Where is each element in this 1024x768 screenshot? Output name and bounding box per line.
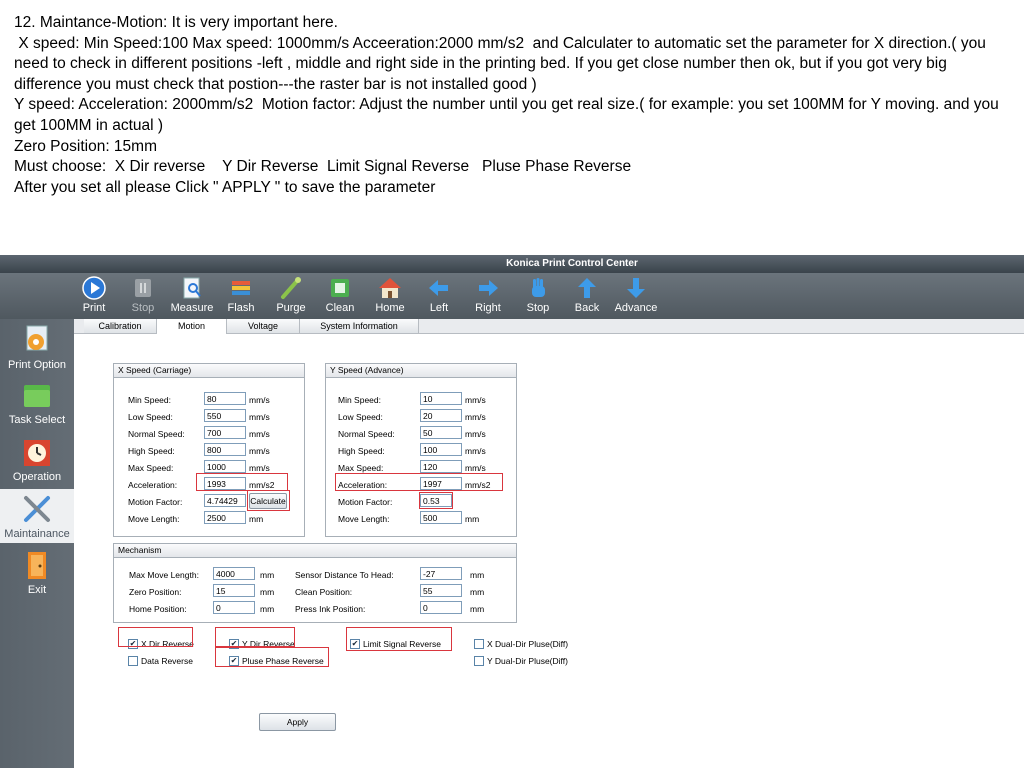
y-low-speed-label: Low Speed: — [338, 412, 383, 422]
y-high-speed-label: High Speed: — [338, 446, 385, 456]
x-high-speed-input[interactable]: 800 — [204, 443, 246, 456]
note-x-speed: X speed: Min Speed:100 Max speed: 1000mm/s Acceeration:2000 mm/s2 and Calculater to automatic set the parameter for X direction.( you need to check in different positions -left , middle and right side in the printing bed. If you get close number then ok, but if you got very big difference you must check that postion---the raster bar is not installed good ) — [14, 34, 991, 93]
home-position-label: Home Position: — [129, 604, 187, 614]
sidebar-item-exit[interactable] — [0, 549, 74, 601]
toolbar-left-button[interactable] — [415, 276, 463, 314]
window-title: Konica Print Control Center — [0, 255, 1024, 273]
y-normal-speed-unit: mm/s — [465, 429, 486, 439]
apply-button[interactable]: Apply — [259, 713, 336, 731]
checkbox-empty-icon — [474, 639, 484, 649]
x-min-speed-input[interactable]: 80 — [204, 392, 246, 405]
x-acceleration-input[interactable]: 1993 — [204, 477, 246, 490]
zero-position-unit: mm — [260, 587, 275, 597]
press-ink-position-unit: mm — [470, 604, 485, 614]
x-dir-reverse-highlight — [118, 627, 193, 647]
sensor-distance-unit: mm — [470, 570, 485, 580]
sidebar-item-label: Maintainance — [4, 528, 70, 540]
clean-icon — [328, 276, 352, 300]
checkbox-label: X Dual-Dir Pluse(Diff) — [487, 639, 569, 649]
toolbar-label: Print — [82, 302, 106, 314]
toolbar-right-button[interactable] — [464, 276, 512, 314]
y-low-speed-unit: mm/s — [465, 412, 486, 422]
toolbar-purge-button[interactable] — [267, 276, 315, 314]
y-high-speed-unit: mm/s — [465, 446, 486, 456]
clean-position-input[interactable]: 55 — [420, 584, 462, 597]
y-acceleration-highlight — [335, 473, 503, 491]
toolbar-stop-button[interactable] — [119, 276, 167, 314]
note-must-choose: Must choose: X Dir reverse Y Dir Reverse Limit Signal Reverse Pluse Phase Reverse — [14, 158, 632, 176]
app-window — [0, 255, 1024, 768]
checkmark-icon: ✔ — [230, 638, 238, 648]
y-min-speed-unit: mm/s — [465, 395, 486, 405]
x-normal-speed-input[interactable]: 700 — [204, 426, 246, 439]
measure-icon — [180, 276, 204, 300]
arrow-up-icon — [575, 276, 599, 300]
y-acceleration-unit: mm/s2 — [465, 480, 491, 490]
y-max-speed-input[interactable]: 120 — [420, 460, 462, 473]
toolbar-flash-button[interactable] — [217, 276, 265, 314]
note-heading: 12. Maintance-Motion: It is very important here. — [14, 14, 338, 31]
toolbar-label: Stop — [526, 302, 550, 314]
y-low-speed-input[interactable]: 20 — [420, 409, 462, 422]
y-move-length-label: Move Length: — [338, 514, 390, 524]
zero-position-input[interactable]: 15 — [213, 584, 255, 597]
x-move-length-unit: mm — [249, 514, 264, 524]
y-normal-speed-label: Normal Speed: — [338, 429, 395, 439]
y-min-speed-label: Min Speed: — [338, 395, 381, 405]
x-max-speed-input[interactable]: 1000 — [204, 460, 246, 473]
y-min-speed-input[interactable]: 10 — [420, 392, 462, 405]
toolbar — [0, 273, 1024, 319]
y-dual-dir-pluse-checkbox[interactable] — [474, 656, 568, 667]
exit-door-icon — [21, 549, 53, 581]
x-low-speed-label: Low Speed: — [128, 412, 173, 422]
toolbar-advance-button[interactable] — [612, 276, 660, 314]
y-max-speed-unit: mm/s — [465, 463, 486, 473]
press-ink-position-label: Press Ink Position: — [295, 604, 366, 614]
home-icon — [378, 276, 402, 300]
max-move-length-unit: mm — [260, 570, 275, 580]
sidebar-item-operation[interactable] — [0, 436, 74, 488]
flash-icon — [229, 276, 253, 300]
sidebar-item-label: Print Option — [7, 359, 67, 371]
sidebar-item-label: Exit — [27, 584, 47, 596]
sidebar-item-label: Operation — [12, 471, 62, 483]
x-max-speed-label: Max Speed: — [128, 463, 174, 473]
calculate-button[interactable]: Calculate — [249, 493, 287, 509]
data-reverse-checkbox[interactable] — [128, 656, 193, 667]
arrow-left-icon — [427, 276, 451, 300]
x-dual-dir-pluse-checkbox[interactable] — [474, 639, 568, 650]
y-speed-group — [325, 363, 517, 537]
limit-signal-reverse-highlight — [346, 627, 452, 651]
toolbar-label: Back — [574, 302, 600, 314]
toolbar-hand-stop-button[interactable] — [514, 276, 562, 314]
x-high-speed-label: High Speed: — [128, 446, 175, 456]
arrow-down-icon — [624, 276, 648, 300]
x-speed-group — [113, 363, 305, 537]
y-move-length-input[interactable]: 500 — [420, 511, 462, 524]
checkbox-label: Pluse Phase Reverse — [242, 656, 324, 666]
sidebar-item-task-select[interactable] — [0, 379, 74, 431]
y-motion-factor-input[interactable]: 0.53 — [420, 494, 452, 507]
y-speed-group-title: Y Speed (Advance) — [326, 364, 516, 378]
max-move-length-label: Max Move Length: — [129, 570, 199, 580]
tab-voltage[interactable]: Voltage — [227, 319, 300, 333]
toolbar-label: Advance — [614, 302, 658, 314]
toolbar-clean-button[interactable] — [316, 276, 364, 314]
x-max-speed-unit: mm/s — [249, 463, 270, 473]
toolbar-label: Clean — [325, 302, 355, 314]
checkmark-icon: ✔ — [230, 655, 238, 665]
toolbar-home-button[interactable] — [366, 276, 414, 314]
y-motion-factor-highlight — [419, 492, 453, 509]
y-acceleration-label: Acceleration: — [338, 480, 388, 490]
note-zero-position: Zero Position: 15mm — [14, 137, 157, 155]
clock-icon — [21, 436, 53, 468]
toolbar-label: Flash — [227, 302, 255, 314]
y-acceleration-input[interactable]: 1997 — [420, 477, 462, 490]
checkmark-icon: ✔ — [129, 638, 137, 648]
mechanism-group — [113, 543, 517, 623]
sidebar — [0, 319, 74, 768]
checkbox-empty-icon — [474, 656, 484, 666]
max-move-length-input[interactable]: 4000 — [213, 567, 255, 580]
sidebar-item-maintainance[interactable] — [0, 489, 74, 543]
tab-system-information[interactable]: System Information — [300, 319, 419, 333]
checkbox-label: Y Dual-Dir Pluse(Diff) — [487, 656, 568, 666]
purge-icon — [279, 276, 303, 300]
calculate-highlight — [247, 490, 290, 511]
x-speed-group-title: X Speed (Carriage) — [114, 364, 304, 378]
y-motion-factor-label: Motion Factor: — [338, 497, 393, 507]
sensor-distance-label: Sensor Distance To Head: — [295, 570, 394, 580]
mechanism-group-title: Mechanism — [114, 544, 516, 558]
x-normal-speed-unit: mm/s — [249, 429, 270, 439]
tab-motion[interactable]: Motion — [157, 319, 227, 334]
toolbar-label: Home — [375, 302, 405, 314]
play-icon — [82, 276, 106, 300]
press-ink-position-input[interactable]: 0 — [420, 601, 462, 614]
x-min-speed-unit: mm/s — [249, 395, 270, 405]
x-high-speed-unit: mm/s — [249, 446, 270, 456]
toolbar-measure-button[interactable] — [168, 276, 216, 314]
arrow-right-icon — [476, 276, 500, 300]
y-move-length-unit: mm — [465, 514, 480, 524]
x-normal-speed-label: Normal Speed: — [128, 429, 185, 439]
hand-stop-icon — [526, 276, 550, 300]
pluse-phase-reverse-highlight — [215, 647, 329, 667]
tools-icon — [21, 493, 53, 525]
toolbar-back-button[interactable] — [563, 276, 611, 314]
zero-position-label: Zero Position: — [129, 587, 182, 597]
y-high-speed-input[interactable]: 100 — [420, 443, 462, 456]
note-y-speed: Y speed: Acceleration: 2000mm/s2 Motion factor: Adjust the number until you get real size.( for example: you set 100MM for Y moving. and you get 100MM in actual ) — [14, 96, 1004, 134]
y-normal-speed-input[interactable]: 50 — [420, 426, 462, 439]
toolbar-label: Stop — [131, 302, 155, 314]
instruction-notes — [14, 13, 1004, 198]
tab-bar — [74, 319, 1024, 334]
x-acceleration-label: Acceleration: — [128, 480, 178, 490]
sidebar-item-print-option[interactable] — [0, 324, 74, 374]
clean-position-unit: mm — [470, 587, 485, 597]
toolbar-label: Right — [475, 302, 501, 314]
checkbox-label: Data Reverse — [141, 656, 193, 666]
y-dir-reverse-highlight — [215, 627, 295, 647]
motion-panel — [74, 334, 1024, 768]
tab-calibration[interactable]: Calibration — [84, 319, 157, 333]
checkbox-empty-icon — [128, 656, 138, 666]
toolbar-label: Purge — [276, 302, 306, 314]
checkbox-label: Limit Signal Reverse — [363, 639, 441, 649]
x-low-speed-unit: mm/s — [249, 412, 270, 422]
folder-icon — [21, 379, 53, 411]
clean-position-label: Clean Position: — [295, 587, 353, 597]
x-low-speed-input[interactable]: 550 — [204, 409, 246, 422]
toolbar-label: Measure — [170, 302, 214, 314]
checkbox-label: X Dir Reverse — [141, 639, 194, 649]
sensor-distance-input[interactable]: -27 — [420, 567, 462, 580]
note-apply: After you set all please Click " APPLY " to save the parameter — [14, 178, 436, 196]
toolbar-print-button[interactable] — [70, 276, 118, 314]
x-min-speed-label: Min Speed: — [128, 395, 171, 405]
checkmark-icon: ✔ — [351, 638, 359, 648]
x-motion-factor-input[interactable]: 4.74429 — [204, 494, 246, 507]
sidebar-item-label: Task Select — [8, 414, 66, 426]
home-position-input[interactable]: 0 — [213, 601, 255, 614]
stop-icon — [131, 276, 155, 300]
toolbar-label: Left — [429, 302, 449, 314]
checkbox-label: Y Dir Reverse — [242, 639, 295, 649]
y-max-speed-label: Max Speed: — [338, 463, 384, 473]
gear-icon — [21, 324, 53, 356]
x-motion-factor-label: Motion Factor: — [128, 497, 183, 507]
x-move-length-label: Move Length: — [128, 514, 180, 524]
home-position-unit: mm — [260, 604, 275, 614]
x-move-length-input[interactable]: 2500 — [204, 511, 246, 524]
x-acceleration-unit: mm/s2 — [249, 480, 275, 490]
x-acceleration-highlight — [196, 473, 288, 491]
